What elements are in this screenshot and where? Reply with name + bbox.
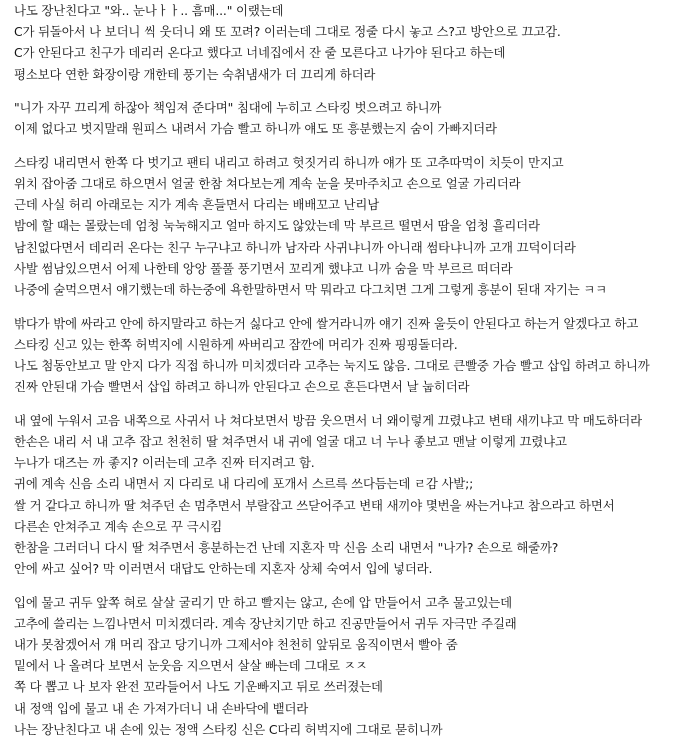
text-line: 사발 썸남있으면서 어제 나한테 앙앙 풀풀 풍기면서 꼬리게 했냐고 니까 숨을 막 부르르 떠더라	[14, 260, 513, 276]
text-line: 쪽 다 뽑고 나 보자 완전 꼬라들어서 나도 기운빠지고 뒤로 쓰러졌는데	[14, 679, 383, 695]
text-line: 밤에 할 때는 몰랐는데 엄청 눅눅해지고 얼마 하지도 않았는데 막 부르르 떨면서 땀을 엄청 흘리더라	[14, 218, 540, 234]
text-line: 내가 못참겠어서 걔 머리 잡고 당기니까 그제서야 천천히 앞뒤로 움직이면서 빨아 줌	[14, 637, 458, 653]
text-line: 다른손 안쳐주고 계속 손으로 꾸 극시킴	[14, 518, 223, 534]
text-line: "니가 자꾸 끄리게 하잖아 책임져 준다며" 침대에 누히고 스타킹 벗으려고 하니까	[14, 100, 442, 116]
text-line: 스타킹 내리면서 한쪽 다 벗기고 팬티 내리고 하려고 헛짓거리 하니까 얘가 또 고추따먹이 치듯이 만지고	[14, 154, 564, 170]
paragraph-gap	[14, 140, 686, 152]
paragraph-3	[14, 152, 686, 300]
text-line: 누나가 대즈는 까 좋지? 이러는데 고추 진짜 터지려고 함.	[14, 455, 315, 471]
paragraph-4	[14, 313, 686, 398]
text-line: 고추에 쓸리는 느낌나면서 미치겠더라. 계속 장난치기만 하고 진공만들어서 귀두 자극만 주길래	[14, 615, 517, 631]
text-line: C가 뒤돌아서 나 보더니 씩 웃더니 왜 또 꼬려? 이러는데 그대로 정줄 다시 놓고 스?고 방안으로 끄고감.	[14, 24, 561, 40]
text-line: 이제 없다고 벗지말래 원피스 내려서 가슴 빨고 하니까 얘도 또 흥분했는지 숨이 가빠지더라	[14, 121, 497, 137]
text-line: 스타킹 신고 있는 한쪽 허벅지에 시원하게 싸버리고 잠깐에 머리가 진짜 핑핑돌더라.	[14, 336, 458, 352]
text-line: 귀에 계속 신음 소리 내면서 지 다리로 내 다리에 포개서 스르륵 쓰다듬는데 ㄹ감 사발;;	[14, 476, 474, 492]
paragraph-2	[14, 97, 686, 139]
text-line: 밖다가 밖에 싸라고 안에 하지말라고 하는거 싫다고 안에 쌀거라니까 얘기 진짜 울듯이 안된다고 하는거 알겠다고 하고	[14, 315, 639, 331]
text-line: 위치 잡아줌 그대로 하으면서 얼굴 한참 쳐다보는게 계속 눈을 못마주치고 손으로 얼굴 가리더라	[14, 176, 521, 192]
paragraph-gap	[14, 397, 686, 409]
text-line: 진짜 안된대 가슴 빨면서 삽입 하려고 하니까 안된다고 손으로 흔든다면서 날 눕히더라	[14, 379, 470, 395]
text-line: 밑에서 나 올려다 보면서 눈웃음 지으면서 살살 빠는데 그대로 ㅈㅈ	[14, 658, 368, 674]
text-line: 나중에 술먹으면서 얘기했는데 하는중에 욕한말하면서 막 뭐라고 다그치면 그게 그렇게 흥분이 된대 자기는 ㅋㅋ	[14, 282, 607, 298]
text-line: 입에 물고 귀두 앞쪽 혀로 살살 굴리기 만 하고 빨지는 않고, 손에 압 만들어서 고추 물고있는데	[14, 594, 512, 610]
text-line: 내 정액 입에 물고 내 손 가져가더니 내 손바닥에 뱉더라	[14, 700, 309, 716]
text-line: 나도 장난친다고 "와.. 눈나ㅏㅏ.. 흠매..." 이랬는데	[14, 3, 284, 18]
paragraph-5	[14, 410, 686, 580]
text-line: 쌀 거 같다고 하니까 딸 쳐주던 손 멈추면서 부랄잡고 쓰닫어주고 변태 새끼야 몇번을 싸는거냐고 참으라고 하면서	[14, 497, 615, 513]
text-line: 한손은 내리 서 내 고추 잡고 천천히 딸 쳐주면서 내 귀에 얼굴 대고 너 누나 좋보고 맨날 이렇게 끄렸냐고	[14, 433, 567, 449]
text-line: C가 안된다고 친구가 데리러 온다고 했다고 너네집에서 잔 줄 모른다고 나가야 된다고 하는데	[14, 45, 506, 61]
text-line: 나도 첨동안보고 말 안지 다가 직접 하니까 미치겠더라 고추는 눅지도 않음. 그대로 큰빨중 가슴 빨고 삽입 하려고 하니까	[14, 357, 650, 373]
paragraph-gap	[14, 85, 686, 97]
paragraph-gap	[14, 300, 686, 312]
text-line: 나는 장난친다고 내 손에 있는 정액 스타킹 신은 C다리 허벅지에 그대로 묻히니까	[14, 721, 443, 737]
paragraph-1	[14, 0, 686, 85]
text-line: 남친없다면서 데리러 온다는 친구 누구냐고 하니까 남자라 사귀냐니까 아니래 썸타냐니까 고개 끄덕이더라	[14, 239, 576, 255]
paragraph-gap	[14, 579, 686, 591]
text-line: 한참을 그러더니 다시 딸 쳐주면서 흥분하는건 난데 지혼자 막 신음 소리 내면서 "나가? 손으로 해줄까?	[14, 539, 559, 555]
text-line: 안에 싸고 싶어? 막 이러면서 대답도 안하는데 지혼자 상체 숙여서 입에 넣더라.	[14, 561, 433, 577]
text-line: 내 옆에 누워서 고음 내쪽으로 사귀서 나 쳐다보면서 방끔 웃으면서 너 왜이렇게 끄렸냐고 변태 새끼냐고 막 매도하더라	[14, 412, 642, 428]
text-line: 평소보다 연한 화장이랑 개한테 풍기는 숙취냄새가 더 끄리게 하더라	[14, 66, 376, 82]
paragraph-6	[14, 592, 686, 740]
text-line: 근데 사실 허리 아래로는 지가 계속 흔들면서 다리는 배배꼬고 난리남	[14, 197, 380, 213]
